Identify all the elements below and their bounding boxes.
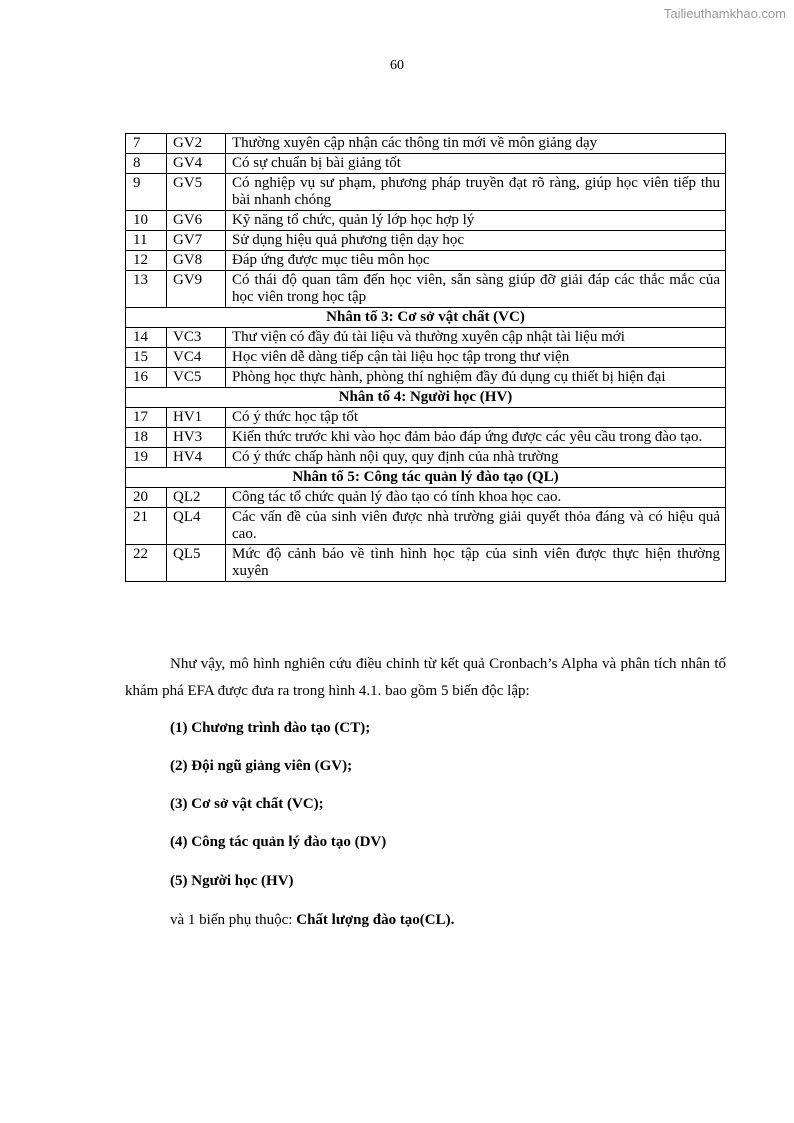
row-description: Sử dụng hiệu quả phương tiện dạy học (226, 231, 726, 251)
row-code: VC4 (167, 348, 226, 368)
table-row (126, 488, 726, 508)
row-code: GV5 (167, 174, 226, 211)
row-code: HV1 (167, 408, 226, 428)
row-description: Công tác tổ chức quản lý đào tạo có tính khoa học cao. (226, 488, 726, 508)
table-row (126, 154, 726, 174)
row-code: GV8 (167, 251, 226, 271)
row-description: Có ý thức học tập tốt (226, 408, 726, 428)
row-number: 21 (126, 508, 167, 545)
row-code: HV3 (167, 428, 226, 448)
row-code: GV4 (167, 154, 226, 174)
table-row (126, 448, 726, 468)
row-code: HV4 (167, 448, 226, 468)
table-row (126, 174, 726, 211)
independent-variable-5: (5) Người học (HV) (170, 873, 294, 889)
row-number: 17 (126, 408, 167, 428)
row-number: 10 (126, 211, 167, 231)
row-number: 22 (126, 545, 167, 582)
row-number: 13 (126, 271, 167, 308)
row-number: 19 (126, 448, 167, 468)
row-number: 9 (126, 174, 167, 211)
page-number: 60 (390, 58, 404, 73)
row-code: VC5 (167, 368, 226, 388)
row-description: Đáp ứng được mục tiêu môn học (226, 251, 726, 271)
row-description: Có nghiệp vụ sư phạm, phương pháp truyền đạt rõ ràng, giúp học viên tiếp thu bài nhanh chóng (226, 174, 726, 211)
table-row (126, 251, 726, 271)
table-row (126, 231, 726, 251)
row-code: GV2 (167, 134, 226, 154)
table-row (126, 134, 726, 154)
row-number: 14 (126, 328, 167, 348)
row-code: QL5 (167, 545, 226, 582)
independent-variable-4: (4) Công tác quản lý đào tạo (DV) (170, 834, 387, 850)
row-number: 16 (126, 368, 167, 388)
row-description: Thư viện có đầy đủ tài liệu và thường xuyên cập nhật tài liệu mới (226, 328, 726, 348)
row-description: Có ý thức chấp hành nội quy, quy định của nhà trường (226, 448, 726, 468)
independent-variable-3: (3) Cơ sở vật chất (VC); (170, 796, 324, 812)
row-number: 8 (126, 154, 167, 174)
row-code: QL4 (167, 508, 226, 545)
row-code: GV9 (167, 271, 226, 308)
row-code: QL2 (167, 488, 226, 508)
section-title: Nhân tố 4: Người học (HV) (126, 388, 726, 408)
independent-variable-2: (2) Đội ngũ giảng viên (GV); (170, 758, 353, 774)
row-description: Có thái độ quan tâm đến học viên, sẵn sàng giúp đỡ giải đáp các thắc mắc của học viên trong học tập (226, 271, 726, 308)
row-description: Có sự chuẩn bị bài giảng tốt (226, 154, 726, 174)
body-paragraph: Như vậy, mô hình nghiên cứu điều chỉnh từ kết quả Cronbach’s Alpha và phân tích nhân tố khám phá EFA được đưa ra trong hình 4.1. bao gồm 5 biến độc lập: (125, 656, 726, 699)
table-row (126, 428, 726, 448)
row-description: Kỹ năng tổ chức, quản lý lớp học hợp lý (226, 211, 726, 231)
section-header-row (126, 468, 726, 488)
watermark: Tailieuthamkhao.com (663, 6, 786, 21)
row-code: GV7 (167, 231, 226, 251)
section-title: Nhân tố 5: Công tác quản lý đào tạo (QL) (126, 468, 726, 488)
section-title: Nhân tố 3: Cơ sở vật chất (VC) (126, 308, 726, 328)
table-row (126, 508, 726, 545)
criteria-table (125, 133, 726, 582)
dependent-variable-prefix: và 1 biến phụ thuộc: (170, 912, 297, 928)
row-description: Phòng học thực hành, phòng thí nghiệm đầy đủ dụng cụ thiết bị hiện đại (226, 368, 726, 388)
table-row (126, 271, 726, 308)
dependent-variable-name: Chất lượng đào tạo(CL). (296, 912, 455, 928)
row-description: Mức độ cảnh báo về tình hình học tập của sinh viên được thực hiện thường xuyên (226, 545, 726, 582)
section-header-row (126, 388, 726, 408)
row-number: 11 (126, 231, 167, 251)
table-row (126, 328, 726, 348)
dependent-variable-line (170, 912, 454, 929)
section-header-row (126, 308, 726, 328)
row-number: 20 (126, 488, 167, 508)
row-number: 18 (126, 428, 167, 448)
table-row (126, 348, 726, 368)
row-code: GV6 (167, 211, 226, 231)
row-code: VC3 (167, 328, 226, 348)
row-description: Học viên dễ dàng tiếp cận tài liệu học tập trong thư viện (226, 348, 726, 368)
row-number: 7 (126, 134, 167, 154)
table-row (126, 545, 726, 582)
table-row (126, 211, 726, 231)
row-description: Kiến thức trước khi vào học đảm bảo đáp ứng được các yêu cầu trong đào tạo. (226, 428, 726, 448)
row-description: Thường xuyên cập nhận các thông tin mới về môn giảng dạy (226, 134, 726, 154)
table-row (126, 408, 726, 428)
independent-variable-1: (1) Chương trình đào tạo (CT); (170, 720, 371, 736)
row-description: Các vấn đề của sinh viên được nhà trường giải quyết thỏa đáng và có hiệu quả cao. (226, 508, 726, 545)
row-number: 12 (126, 251, 167, 271)
row-number: 15 (126, 348, 167, 368)
table-row (126, 368, 726, 388)
